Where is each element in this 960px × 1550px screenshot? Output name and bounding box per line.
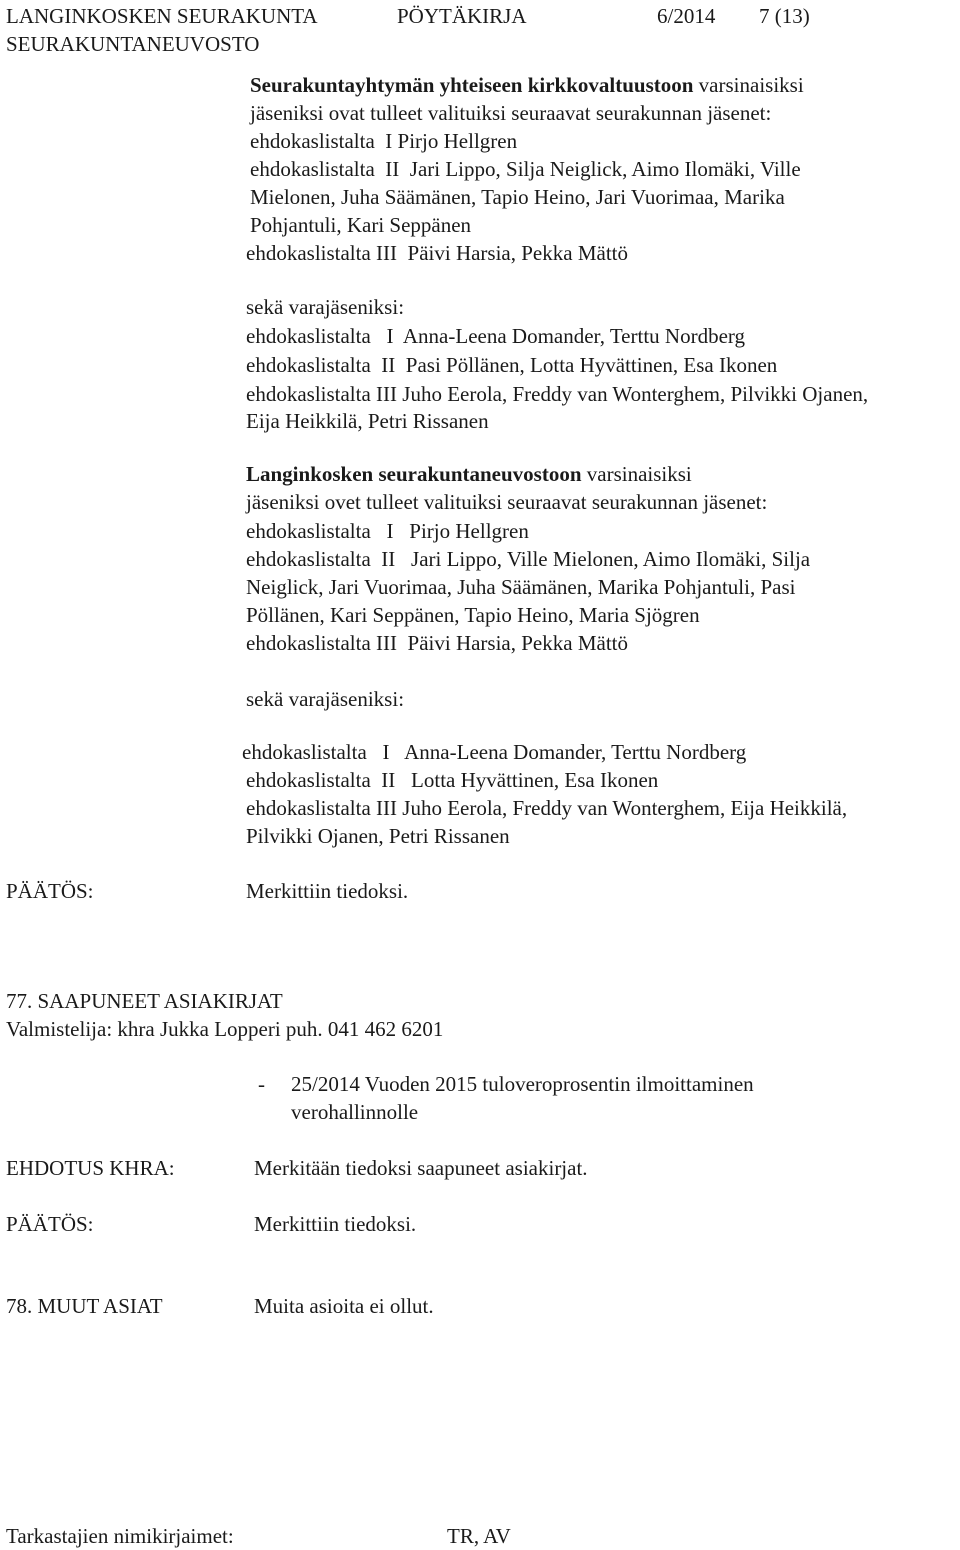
seurakuntaneuvosto-deputy-line: ehdokaslistalta III Juho Eerola, Freddy van Wonterghem, Eija Heikkilä, bbox=[246, 796, 848, 820]
seurakuntaneuvosto-deputy-line: ehdokaslistalta I Anna-Leena Domander, Terttu Nordberg bbox=[242, 740, 747, 764]
seurakuntaneuvosto-heading-rest: varsinaisiksi bbox=[581, 462, 692, 486]
seurakuntaneuvosto-line: Neiglick, Jari Vuorimaa, Juha Säämänen, Marika Pohjantuli, Pasi bbox=[246, 575, 796, 599]
kirkkovaltuusto-deputy-line: ehdokaslistalta II Pasi Pöllänen, Lotta Hyvättinen, Esa Ikonen bbox=[246, 353, 778, 377]
decision-label: PÄÄTÖS: bbox=[6, 879, 94, 903]
section-77-item-dash: - bbox=[258, 1072, 265, 1096]
seurakuntaneuvosto-deputies-heading: sekä varajäseniksi: bbox=[246, 687, 405, 711]
proposal-label: EHDOTUS KHRA: bbox=[6, 1156, 175, 1180]
section-78-text: Muita asioita ei ollut. bbox=[254, 1294, 434, 1318]
seurakuntaneuvosto-deputy-line: Pilvikki Ojanen, Petri Rissanen bbox=[246, 824, 510, 848]
section-77-item-line: verohallinnolle bbox=[291, 1100, 419, 1124]
header-body-name: SEURAKUNTANEUVOSTO bbox=[6, 32, 260, 56]
kirkkovaltuusto-heading-rest: varsinaisiksi bbox=[693, 73, 804, 97]
seurakuntaneuvosto-line: ehdokaslistalta II Jari Lippo, Ville Mielonen, Aimo Ilomäki, Silja bbox=[246, 547, 811, 571]
kirkkovaltuusto-line: ehdokaslistalta I Pirjo Hellgren bbox=[250, 129, 518, 153]
header-page: 7 (13) bbox=[759, 4, 810, 28]
kirkkovaltuusto-heading: Seurakuntayhtymän yhteiseen kirkkovaltuustoon bbox=[250, 73, 694, 97]
proposal-text: Merkitään tiedoksi saapuneet asiakirjat. bbox=[254, 1156, 588, 1180]
kirkkovaltuusto-deputy-line: ehdokaslistalta III Juho Eerola, Freddy van Wonterghem, Pilvikki Ojanen, bbox=[246, 382, 869, 406]
section-77-title: 77. SAAPUNEET ASIAKIRJAT bbox=[6, 989, 283, 1013]
section-77-item-line: 25/2014 Vuoden 2015 tuloveroprosentin ilmoittaminen bbox=[291, 1072, 754, 1096]
footer-initials: TR, AV bbox=[447, 1524, 511, 1548]
header-doc-type: PÖYTÄKIRJA bbox=[397, 4, 527, 28]
decision-text: Merkittiin tiedoksi. bbox=[246, 879, 409, 903]
seurakuntaneuvosto-heading-line bbox=[246, 460, 692, 488]
kirkkovaltuusto-deputy-line: Eija Heikkilä, Petri Rissanen bbox=[246, 409, 489, 433]
kirkkovaltuusto-line: jäseniksi ovat tulleet valituiksi seuraavat seurakunnan jäsenet: bbox=[250, 101, 772, 125]
kirkkovaltuusto-line: Pohjantuli, Kari Seppänen bbox=[250, 213, 472, 237]
seurakuntaneuvosto-line: Pöllänen, Kari Seppänen, Tapio Heino, Maria Sjögren bbox=[246, 603, 700, 627]
kirkkovaltuusto-line: Mielonen, Juha Säämänen, Tapio Heino, Jari Vuorimaa, Marika bbox=[250, 185, 785, 209]
seurakuntaneuvosto-deputy-line: ehdokaslistalta II Lotta Hyvättinen, Esa Ikonen bbox=[246, 768, 659, 792]
header-number: 6/2014 bbox=[657, 4, 716, 28]
section-77-preparer: Valmistelija: khra Jukka Lopperi puh. 041 462 6201 bbox=[6, 1017, 444, 1041]
section-78-title: 78. MUUT ASIAT bbox=[6, 1294, 163, 1318]
kirkkovaltuusto-line: ehdokaslistalta II Jari Lippo, Silja Neiglick, Aimo Ilomäki, Ville bbox=[250, 157, 801, 181]
kirkkovaltuusto-heading-line bbox=[250, 71, 804, 99]
kirkkovaltuusto-deputies-heading: sekä varajäseniksi: bbox=[246, 295, 405, 319]
seurakuntaneuvosto-line: jäseniksi ovet tulleet valituiksi seuraavat seurakunnan jäsenet: bbox=[246, 490, 768, 514]
kirkkovaltuusto-line: ehdokaslistalta III Päivi Harsia, Pekka Mättö bbox=[246, 241, 628, 265]
decision-text: Merkittiin tiedoksi. bbox=[254, 1212, 417, 1236]
header-org: LANGINKOSKEN SEURAKUNTA bbox=[6, 4, 318, 28]
footer-label: Tarkastajien nimikirjaimet: bbox=[6, 1524, 234, 1548]
seurakuntaneuvosto-line: ehdokaslistalta III Päivi Harsia, Pekka Mättö bbox=[246, 631, 628, 655]
seurakuntaneuvosto-heading: Langinkosken seurakuntaneuvostoon bbox=[246, 462, 582, 486]
kirkkovaltuusto-deputy-line: ehdokaslistalta I Anna-Leena Domander, Terttu Nordberg bbox=[246, 324, 746, 348]
decision-label: PÄÄTÖS: bbox=[6, 1212, 94, 1236]
seurakuntaneuvosto-line: ehdokaslistalta I Pirjo Hellgren bbox=[246, 519, 529, 543]
